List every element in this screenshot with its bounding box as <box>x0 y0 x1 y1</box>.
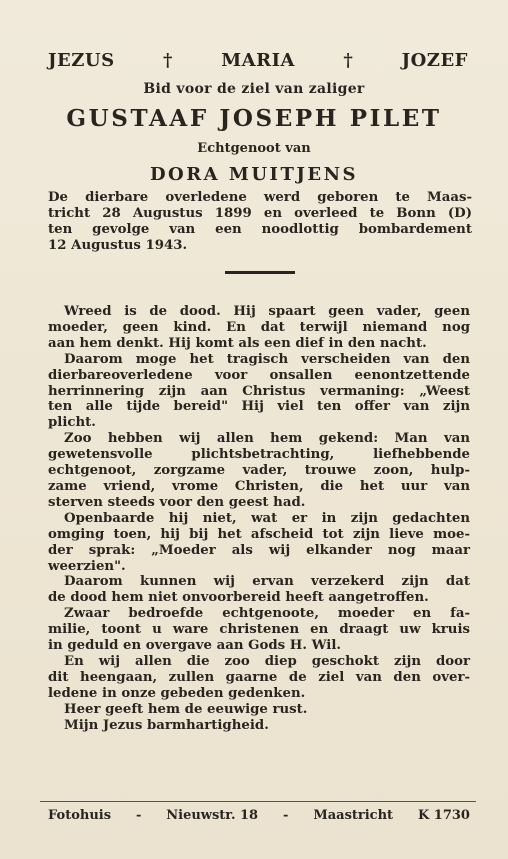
bio-line: 12 Augustus 1943. <box>48 238 188 253</box>
text-line: weerzien". <box>48 558 126 574</box>
text-line: echtgenoot, zorgzame vader, trouwe zoon, hulp- <box>48 463 470 479</box>
text-line: ten alle tijde bereid" Hij viel ten offer van zijn <box>48 399 470 415</box>
footer-printer: Fotohuis <box>48 808 112 823</box>
text-line: ledene in onze gebeden gedenken. <box>48 685 306 701</box>
text-line: moeder, geen kind. En dat terwijl niemand nog <box>48 319 470 335</box>
text-line: Mijn Jezus barmhartigheid. <box>64 717 269 733</box>
invocation-jozef: JOZEF <box>401 50 468 71</box>
footer-dash: - <box>283 808 289 823</box>
text-line: En wij allen die zoo diep geschokt zijn door <box>64 653 470 669</box>
spouse-name: DORA MUITJENS <box>149 164 359 185</box>
footer-code: K 1730 <box>417 808 470 823</box>
invocation-maria: MARIA <box>221 50 295 71</box>
text-line: in geduld en overgave aan Gods H. Wil. <box>48 638 342 654</box>
text-line: Heer geeft hem de eeuwige rust. <box>64 701 308 717</box>
text-line: sterven steeds voor den geest had. <box>48 494 306 510</box>
footer-dash: - <box>135 808 142 823</box>
spouse-intro: Echtgenoot van <box>197 141 311 156</box>
text-line: dit heengaan, zullen gaarne de ziel van den over- <box>48 669 470 685</box>
text-line: Wreed is de dood. Hij spaart geen vader, geen <box>64 304 470 319</box>
divider <box>225 271 295 274</box>
text-line: Daarom kunnen wij ervan verzekerd zijn dat <box>64 574 470 590</box>
text-line: Daarom moge het tragisch verscheiden van den <box>64 351 470 367</box>
text-line: de dood hem niet onvoorbereid heeft aangetroffen. <box>48 590 429 606</box>
text-line: der sprak: „Moeder als wij elkander nog maar <box>48 542 470 558</box>
text-line: dierbareoverledene voor onsallen eenontzettende <box>48 367 470 383</box>
memorial-text <box>48 304 470 733</box>
bio-line: De dierbare overledene werd geboren te Maas- <box>48 190 472 205</box>
footer-city: Maastricht <box>313 808 394 823</box>
text-line: Openbaarde hij niet, wat er in zijn gedachten <box>64 510 470 526</box>
text-line: Zwaar bedroefde echtgenoote, moeder en fa- <box>64 606 470 622</box>
text-line: plicht. <box>48 415 96 431</box>
cross-icon: † <box>343 50 354 71</box>
bio-line: tricht 28 Augustus 1899 en overleed te Bonn (D) <box>48 206 472 221</box>
invocation-line <box>48 50 468 71</box>
footer-divider <box>40 801 476 802</box>
invocation-jezus: JEZUS <box>48 50 115 71</box>
biography <box>48 190 472 254</box>
text-line: Zoo hebben wij allen hem gekend: Man van <box>64 431 470 447</box>
bio-line: ten gevolge van een noodlottig bombardement <box>48 222 472 237</box>
prayer-request: Bid voor de ziel van zaliger <box>143 81 365 97</box>
text-line: gewetensvolle plichtsbetrachting, liefhebbende <box>48 447 470 463</box>
deceased-name: GUSTAAF JOSEPH PILET <box>66 105 442 132</box>
text-line: aan hem denkt. Hij komt als een dief in den nacht. <box>48 335 427 351</box>
text-line: milie, toont u ware christenen en draagt uw kruis <box>48 622 470 638</box>
text-line: zame vriend, vrome Christen, die het uur van <box>48 478 470 494</box>
text-line: omging toen, hij bij het afscheid tot zijn lieve moe- <box>48 526 470 542</box>
footer-address: Nieuwstr. 18 <box>166 808 259 823</box>
text-line: herrinnering zijn aan Christus vermaning: „Weest <box>48 383 470 399</box>
cross-icon: † <box>162 50 173 71</box>
printer-footer <box>48 808 470 823</box>
